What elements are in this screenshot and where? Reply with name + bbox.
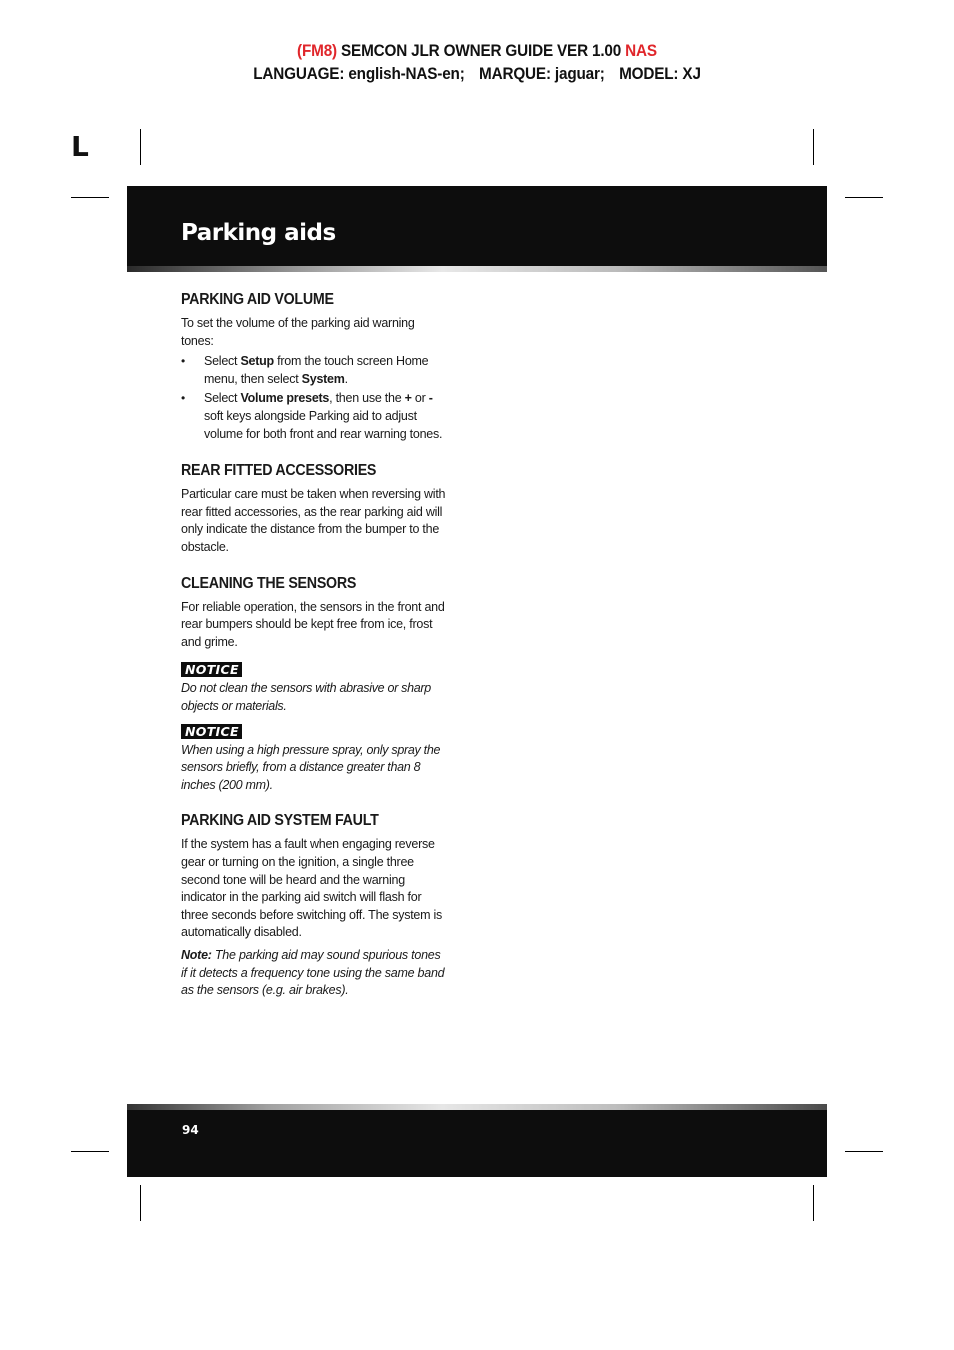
side-letter-marker: L (71, 130, 89, 163)
crop-mark (71, 197, 109, 198)
list-item: • Select Setup from the touch screen Home menu, then select System. (181, 354, 429, 386)
document-header-line-1 (48, 41, 907, 61)
title-banner (127, 186, 827, 272)
content-column (181, 290, 446, 1000)
banner-shading (127, 266, 827, 272)
crop-mark (140, 1185, 141, 1221)
notice-badge: NOTICE (181, 662, 242, 677)
section-heading-rear-accessories: REAR FITTED ACCESSORIES (181, 462, 377, 480)
plus-key-symbol: + (404, 391, 412, 406)
note-paragraph (181, 947, 446, 1000)
section-heading-system-fault: PARKING AID SYSTEM FAULT (181, 812, 379, 830)
note-label: Note: (181, 948, 212, 963)
header-language: LANGUAGE: english-NAS-en; (253, 64, 465, 83)
page-title: Parking aids (181, 220, 336, 246)
notice-badge: NOTICE (181, 724, 242, 739)
volume-intro: To set the volume of the parking aid warning tones: (181, 316, 415, 348)
notice-text: When using a high pressure spray, only spray the sensors briefly, from a distance greater than 8 inches (200 mm). (181, 742, 441, 792)
header-nas-tag: NAS (625, 41, 657, 60)
setup-keyword: Setup (240, 354, 274, 369)
crop-mark (845, 197, 883, 198)
volume-presets-keyword: Volume presets (240, 391, 330, 406)
page-number: 94 (182, 1123, 199, 1137)
bullet-icon: • (181, 391, 185, 406)
volume-steps-list (181, 353, 446, 443)
crop-mark (845, 1151, 883, 1152)
minus-key-symbol: - (428, 391, 433, 406)
header-fm8-tag: (FM8) (297, 41, 337, 60)
banner-shading (127, 1104, 827, 1110)
note-text: The parking aid may sound spurious tones if it detects a frequency tone using the same band as the sensors (e.g. air brakes). (181, 948, 445, 998)
header-guide-title: SEMCON JLR OWNER GUIDE VER 1.00 (341, 41, 622, 60)
system-fault-body: If the system has a fault when engaging reverse gear or turning on the ignition, a single three second tone will be heard and the warning indicator in the parking aid switch will flash for three seconds before switching off. The system is automatically disabled. (181, 837, 443, 940)
crop-mark (813, 129, 814, 165)
document-header-line-2 (48, 64, 907, 84)
cleaning-body: For reliable operation, the sensors in the front and rear bumpers should be kept free from ice, frost and grime. (181, 599, 445, 649)
rear-accessories-body: Particular care must be taken when reversing with rear fitted accessories, as the rear parking aid will only indicate the distance from the bumper to the obstacle. (181, 487, 446, 554)
crop-mark (813, 1185, 814, 1221)
header-model: MODEL: XJ (619, 64, 701, 83)
header-marque: MARQUE: jaguar; (479, 64, 605, 83)
crop-mark (71, 1151, 109, 1152)
list-item: • Select Volume presets, then use the + or - soft keys alongside Parking aid to adjust volume for both front and rear warning tones. (181, 391, 443, 441)
section-heading-volume: PARKING AID VOLUME (181, 291, 334, 308)
crop-mark (140, 129, 141, 165)
bullet-icon: • (181, 354, 185, 369)
notice-text: Do not clean the sensors with abrasive or sharp objects or materials. (181, 680, 431, 713)
section-heading-cleaning: CLEANING THE SENSORS (181, 574, 357, 592)
system-keyword: System (301, 371, 345, 386)
footer-banner (127, 1104, 827, 1177)
